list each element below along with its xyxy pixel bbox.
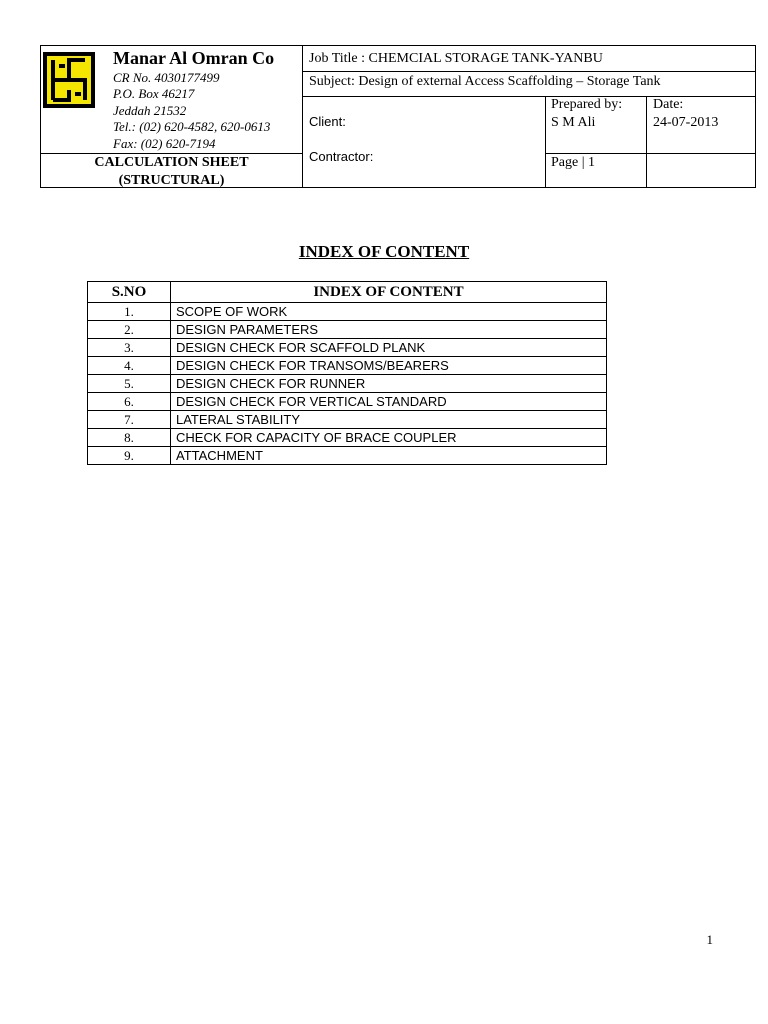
company-logo xyxy=(43,52,95,108)
calc-sheet-title: CALCULATION SHEET xyxy=(94,155,249,170)
company-city: Jeddah 21532 xyxy=(113,103,187,118)
row-title: SCOPE OF WORK xyxy=(171,303,607,321)
row-sno: 4. xyxy=(88,357,171,375)
row-sno: 5. xyxy=(88,375,171,393)
row-sno: 2. xyxy=(88,321,171,339)
page-number: 1 xyxy=(706,932,713,947)
index-header-row xyxy=(88,282,607,303)
table-row xyxy=(88,321,607,339)
index-table xyxy=(87,281,607,465)
index-heading: INDEX OF CONTENT xyxy=(298,242,470,261)
row-title: DESIGN CHECK FOR VERTICAL STANDARD xyxy=(171,393,607,411)
document-header xyxy=(40,45,756,188)
table-row xyxy=(88,357,607,375)
row-title: DESIGN PARAMETERS xyxy=(171,321,607,339)
prepared-by-label: Prepared by: xyxy=(551,97,623,112)
header-divider-vertical xyxy=(302,46,303,187)
table-row xyxy=(88,429,607,447)
row-title: DESIGN CHECK FOR TRANSOMS/BEARERS xyxy=(171,357,607,375)
table-row xyxy=(88,411,607,429)
row-sno: 8. xyxy=(88,429,171,447)
header-divider-page xyxy=(545,153,755,154)
row-title: LATERAL STABILITY xyxy=(171,411,607,429)
company-pobox: P.O. Box 46217 xyxy=(113,86,195,101)
header-divider-subject xyxy=(302,96,755,97)
row-sno: 7. xyxy=(88,411,171,429)
company-cr: CR No. 4030177499 xyxy=(113,70,220,85)
table-row xyxy=(88,375,607,393)
prepared-by-value: S M Ali xyxy=(551,115,596,130)
table-row xyxy=(88,303,607,321)
row-title: DESIGN CHECK FOR RUNNER xyxy=(171,375,607,393)
row-sno: 1. xyxy=(88,303,171,321)
header-divider-date xyxy=(646,96,647,187)
table-row xyxy=(88,447,607,465)
calc-sheet-subtitle: (STRUCTURAL) xyxy=(118,173,225,188)
column-header-title: INDEX OF CONTENT xyxy=(171,282,607,303)
row-sno: 9. xyxy=(88,447,171,465)
contractor-label: Contractor: xyxy=(309,149,374,164)
row-title: DESIGN CHECK FOR SCAFFOLD PLANK xyxy=(171,339,607,357)
column-header-sno: S.NO xyxy=(88,282,171,303)
company-name: Manar Al Omran Co xyxy=(113,48,275,68)
subject: Subject: Design of external Access Scaffolding – Storage Tank xyxy=(309,74,661,89)
row-sno: 6. xyxy=(88,393,171,411)
table-row xyxy=(88,339,607,357)
page-indicator: Page | 1 xyxy=(551,155,596,170)
row-title: ATTACHMENT xyxy=(171,447,607,465)
job-title: Job Title : CHEMCIAL STORAGE TANK-YANBU xyxy=(309,51,603,66)
header-divider-job xyxy=(302,71,755,72)
company-fax: Fax: (02) 620-7194 xyxy=(113,136,216,151)
date-value: 24-07-2013 xyxy=(653,115,719,130)
row-title: CHECK FOR CAPACITY OF BRACE COUPLER xyxy=(171,429,607,447)
table-row xyxy=(88,393,607,411)
header-divider-prepared xyxy=(545,96,546,187)
row-sno: 3. xyxy=(88,339,171,357)
company-tel: Tel.: (02) 620-4582, 620-0613 xyxy=(113,119,271,134)
client-label: Client: xyxy=(309,114,346,129)
date-label: Date: xyxy=(653,97,684,112)
